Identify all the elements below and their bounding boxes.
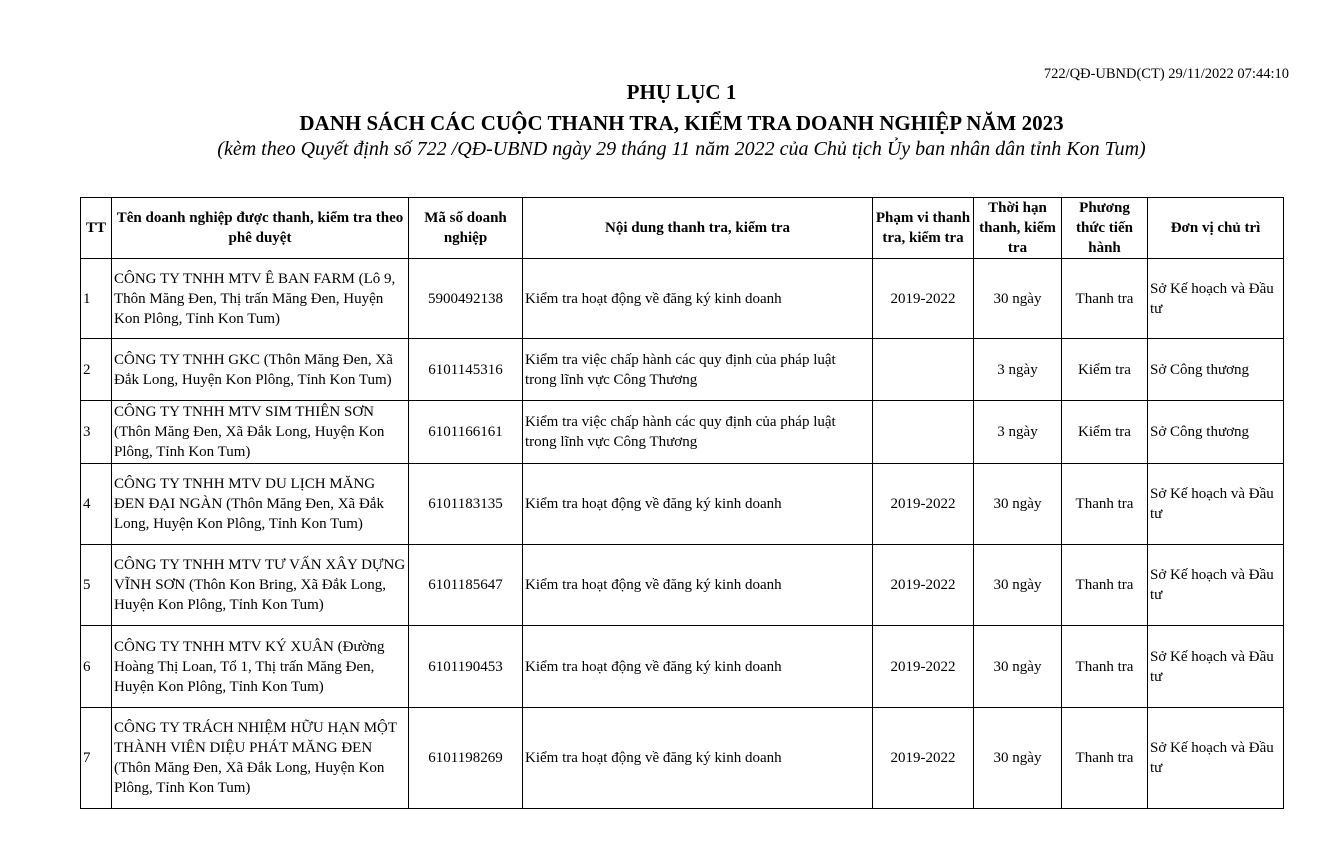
col-header-duration: Thời hạn thanh, kiểm tra [974, 198, 1062, 259]
inspection-content: Kiểm tra hoạt động về đăng ký kinh doanh [523, 545, 873, 626]
inspection-method: Thanh tra [1062, 545, 1148, 626]
lead-unit: Sở Công thương [1148, 339, 1284, 401]
inspection-method: Thanh tra [1062, 464, 1148, 545]
table-row [81, 545, 1284, 626]
col-header-tt: TT [81, 198, 112, 259]
table-row [81, 401, 1284, 464]
table-row [81, 708, 1284, 809]
company-name: CÔNG TY TNHH MTV Ê BAN FARM (Lô 9, Thôn Măng Đen, Thị trấn Măng Đen, Huyện Kon Plông, Tỉnh Kon Tum) [112, 259, 409, 339]
inspection-duration: 30 ngày [974, 626, 1062, 708]
col-header-code: Mã số doanh nghiệp [409, 198, 523, 259]
table-row [81, 626, 1284, 708]
inspection-duration: 30 ngày [974, 259, 1062, 339]
inspection-content: Kiểm tra hoạt động về đăng ký kinh doanh [523, 626, 873, 708]
row-number: 7 [81, 708, 112, 809]
table-row [81, 464, 1284, 545]
company-code: 6101185647 [409, 545, 523, 626]
lead-unit: Sở Kế hoạch và Đầu tư [1148, 259, 1284, 339]
company-code: 6101145316 [409, 339, 523, 401]
row-number: 4 [81, 464, 112, 545]
inspection-content: Kiểm tra việc chấp hành các quy định của pháp luật trong lĩnh vực Công Thương [523, 339, 873, 401]
col-header-name: Tên doanh nghiệp được thanh, kiểm tra theo phê duyệt [112, 198, 409, 259]
inspection-method: Kiểm tra [1062, 401, 1148, 464]
col-header-method: Phương thức tiến hành [1062, 198, 1148, 259]
inspection-method: Thanh tra [1062, 708, 1148, 809]
company-code: 5900492138 [409, 259, 523, 339]
inspection-content: Kiểm tra hoạt động về đăng ký kinh doanh [523, 259, 873, 339]
appendix-title: PHỤ LỤC 1 [626, 80, 737, 104]
inspection-method: Thanh tra [1062, 626, 1148, 708]
list-title: DANH SÁCH CÁC CUỘC THANH TRA, KIỂM TRA DOANH NGHIỆP NĂM 2023 [299, 111, 1064, 135]
row-number: 3 [81, 401, 112, 464]
row-number: 1 [81, 259, 112, 339]
lead-unit: Sở Kế hoạch và Đầu tư [1148, 545, 1284, 626]
inspection-method: Thanh tra [1062, 259, 1148, 339]
inspection-duration: 30 ngày [974, 545, 1062, 626]
company-code: 6101183135 [409, 464, 523, 545]
inspection-table [80, 197, 1284, 809]
inspection-scope: 2019-2022 [873, 545, 974, 626]
inspection-duration: 30 ngày [974, 708, 1062, 809]
inspection-scope [873, 339, 974, 401]
inspection-scope: 2019-2022 [873, 259, 974, 339]
company-code: 6101190453 [409, 626, 523, 708]
lead-unit: Sở Kế hoạch và Đầu tư [1148, 464, 1284, 545]
inspection-duration: 30 ngày [974, 464, 1062, 545]
decision-subtitle: (kèm theo Quyết định số 722 /QĐ-UBND ngày 29 tháng 11 năm 2022 của Chủ tịch Ủy ban nhân dân tỉnh Kon Tum) [217, 138, 1146, 160]
inspection-scope [873, 401, 974, 464]
inspection-scope: 2019-2022 [873, 626, 974, 708]
col-header-scope: Phạm vi thanh tra, kiểm tra [873, 198, 974, 259]
company-name: CÔNG TY TNHH MTV DU LỊCH MĂNG ĐEN ĐẠI NGÀN (Thôn Măng Đen, Xã Đắk Long, Huyện Kon Plông, Tỉnh Kon Tum) [112, 464, 409, 545]
table-row [81, 259, 1284, 339]
company-code: 6101166161 [409, 401, 523, 464]
row-number: 5 [81, 545, 112, 626]
row-number: 6 [81, 626, 112, 708]
table-row [81, 339, 1284, 401]
inspection-scope: 2019-2022 [873, 464, 974, 545]
company-name: CÔNG TY TNHH GKC (Thôn Măng Đen, Xã Đắk Long, Huyện Kon Plông, Tỉnh Kon Tum) [112, 339, 409, 401]
col-header-content: Nội dung thanh tra, kiểm tra [523, 198, 873, 259]
inspection-content: Kiểm tra hoạt động về đăng ký kinh doanh [523, 464, 873, 545]
inspection-duration: 3 ngày [974, 339, 1062, 401]
company-name: CÔNG TY TRÁCH NHIỆM HỮU HẠN MỘT THÀNH VIÊN DIỆU PHÁT MĂNG ĐEN (Thôn Măng Đen, Xã Đắk Long, Huyện Kon Plông, Tỉnh Kon Tum) [112, 708, 409, 809]
inspection-content: Kiểm tra việc chấp hành các quy định của pháp luật trong lĩnh vực Công Thương [523, 401, 873, 464]
company-name: CÔNG TY TNHH MTV KÝ XUÂN (Đường Hoàng Thị Loan, Tổ 1, Thị trấn Măng Đen, Huyện Kon Plông, Tỉnh Kon Tum) [112, 626, 409, 708]
inspection-method: Kiểm tra [1062, 339, 1148, 401]
lead-unit: Sở Kế hoạch và Đầu tư [1148, 708, 1284, 809]
lead-unit: Sở Công thương [1148, 401, 1284, 464]
row-number: 2 [81, 339, 112, 401]
inspection-duration: 3 ngày [974, 401, 1062, 464]
document-stamp: 722/QĐ-UBND(CT) 29/11/2022 07:44:10 [1043, 66, 1289, 82]
company-name: CÔNG TY TNHH MTV SIM THIÊN SƠN (Thôn Măng Đen, Xã Đắk Long, Huyện Kon Plông, Tỉnh Kon Tum) [112, 401, 409, 464]
table-header-row [81, 198, 1284, 259]
col-header-unit: Đơn vị chủ trì [1148, 198, 1284, 259]
company-code: 6101198269 [409, 708, 523, 809]
lead-unit: Sở Kế hoạch và Đầu tư [1148, 626, 1284, 708]
inspection-scope: 2019-2022 [873, 708, 974, 809]
company-name: CÔNG TY TNHH MTV TƯ VẤN XÂY DỰNG VĨNH SƠN (Thôn Kon Bring, Xã Đắk Long, Huyện Kon Plông, Tỉnh Kon Tum) [112, 545, 409, 626]
inspection-content: Kiểm tra hoạt động về đăng ký kinh doanh [523, 708, 873, 809]
